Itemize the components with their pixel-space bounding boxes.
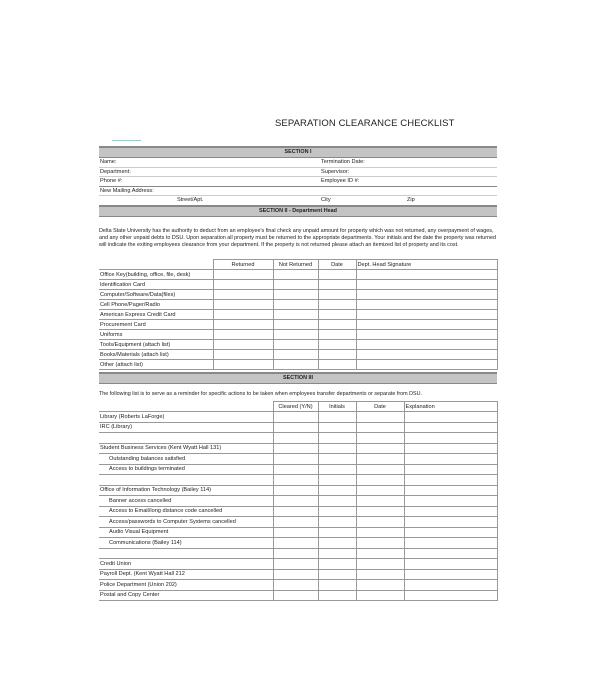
entry-cell[interactable] <box>318 360 356 370</box>
entry-cell[interactable] <box>356 412 404 423</box>
form-row <box>99 187 497 197</box>
entry-cell[interactable] <box>318 330 356 340</box>
clearance-table <box>99 401 498 601</box>
row-label: Uniforms <box>99 330 213 340</box>
entry-cell[interactable] <box>404 422 497 433</box>
entry-cell[interactable] <box>318 496 356 507</box>
document-title: SEPARATION CLEARANCE CHECKLIST <box>275 118 455 129</box>
row-label: Cell Phone/Pager/Radio <box>99 300 213 310</box>
entry-cell[interactable] <box>404 527 497 538</box>
row-label: Other (attach list) <box>99 360 213 370</box>
table-row <box>99 320 497 330</box>
table-row <box>99 580 497 591</box>
entry-cell[interactable] <box>404 517 497 528</box>
table-row <box>99 538 497 549</box>
table-row <box>99 454 497 465</box>
form-row <box>99 168 497 178</box>
termination-date-label: Termination Date: <box>321 159 365 165</box>
table-row <box>99 475 497 486</box>
row-label: Tools/Equipment (attach list) <box>99 340 213 350</box>
entry-cell[interactable] <box>318 506 356 517</box>
column-header: Initials <box>318 402 356 412</box>
table-row <box>99 527 497 538</box>
row-label: Identification Card <box>99 280 213 290</box>
row-label: Procurement Card <box>99 320 213 330</box>
row-label: Audio Visual Equipment <box>99 527 273 538</box>
table-row <box>99 350 497 360</box>
entry-cell[interactable] <box>356 475 404 486</box>
entry-cell[interactable] <box>356 280 497 290</box>
table-row <box>99 330 497 340</box>
column-header: Not Returned <box>273 260 318 270</box>
table-row <box>99 290 497 300</box>
entry-cell[interactable] <box>273 360 318 370</box>
form-row <box>99 158 497 168</box>
entry-cell[interactable] <box>356 300 497 310</box>
entry-cell[interactable] <box>356 590 404 601</box>
entry-cell[interactable] <box>318 412 356 423</box>
table-row <box>99 422 497 433</box>
row-label: Access to buildings terminated <box>99 464 273 475</box>
entry-cell[interactable] <box>213 280 273 290</box>
entry-cell[interactable] <box>318 527 356 538</box>
city-label: City <box>321 197 331 203</box>
entry-cell[interactable] <box>318 280 356 290</box>
entry-cell[interactable] <box>273 433 318 444</box>
entry-cell[interactable] <box>356 496 404 507</box>
entry-cell[interactable] <box>318 538 356 549</box>
entry-cell[interactable] <box>273 590 318 601</box>
entry-cell[interactable] <box>356 559 404 570</box>
entry-cell[interactable] <box>404 496 497 507</box>
property-table <box>99 259 498 370</box>
entry-cell[interactable] <box>273 270 318 280</box>
entry-cell[interactable] <box>213 310 273 320</box>
entry-cell[interactable] <box>318 300 356 310</box>
entry-cell[interactable] <box>404 548 497 559</box>
table-row <box>99 412 497 423</box>
entry-cell[interactable] <box>318 340 356 350</box>
name-label: Name: <box>100 159 117 165</box>
entry-cell[interactable] <box>273 580 318 591</box>
section-1 <box>99 146 497 217</box>
entry-cell[interactable] <box>318 559 356 570</box>
entry-cell[interactable] <box>213 330 273 340</box>
entry-cell[interactable] <box>404 475 497 486</box>
entry-cell[interactable] <box>356 464 404 475</box>
entry-cell[interactable] <box>273 443 318 454</box>
entry-cell[interactable] <box>213 290 273 300</box>
entry-cell[interactable] <box>318 485 356 496</box>
entry-cell[interactable] <box>318 517 356 528</box>
entry-cell[interactable] <box>356 422 404 433</box>
row-label: Payroll Dept. (Kent Wyatt Hall 212 <box>99 569 273 580</box>
entry-cell[interactable] <box>356 290 497 300</box>
entry-cell[interactable] <box>273 548 318 559</box>
entry-cell[interactable] <box>273 454 318 465</box>
entry-cell[interactable] <box>213 360 273 370</box>
department-label: Department: <box>100 168 131 175</box>
row-label: Credit Union <box>99 559 273 570</box>
row-label: Books/Materials (attach list) <box>99 350 213 360</box>
entry-cell[interactable] <box>404 538 497 549</box>
entry-cell[interactable] <box>273 280 318 290</box>
row-label <box>99 475 273 486</box>
entry-cell[interactable] <box>273 527 318 538</box>
table-row <box>99 506 497 517</box>
table-row <box>99 485 497 496</box>
street-label: Street/Apt. <box>177 197 204 203</box>
entry-cell[interactable] <box>356 310 497 320</box>
entry-cell[interactable] <box>404 569 497 580</box>
entry-cell[interactable] <box>404 580 497 591</box>
section-3-intro: The following list is to serve as a reminder for specific actions to be taken when employees transfer departments or separate from DSU. <box>99 391 422 397</box>
entry-cell[interactable] <box>273 475 318 486</box>
row-label: Banner access cancelled <box>99 496 273 507</box>
entry-cell[interactable] <box>404 590 497 601</box>
table-row <box>99 464 497 475</box>
row-label: Office of Information Technology (Bailey 114) <box>99 485 273 496</box>
table-row <box>99 270 497 280</box>
entry-cell[interactable] <box>273 485 318 496</box>
entry-cell[interactable] <box>356 350 497 360</box>
entry-cell[interactable] <box>356 360 497 370</box>
section-3 <box>99 372 497 384</box>
employee-id-label: Employee ID #: <box>321 178 360 184</box>
entry-cell[interactable] <box>273 350 318 360</box>
entry-cell[interactable] <box>356 548 404 559</box>
table-row <box>99 360 497 370</box>
table-row <box>99 559 497 570</box>
mailing-address-label: New Mailing Address: <box>100 187 154 194</box>
row-label: Access/passwords to Computer Systems cancelled <box>99 517 273 528</box>
row-label: Computer/Software/Data(files) <box>99 290 213 300</box>
entry-cell[interactable] <box>318 454 356 465</box>
table-header-row <box>99 260 497 270</box>
entry-cell[interactable] <box>356 330 497 340</box>
table-row <box>99 300 497 310</box>
row-label: Communications (Bailey 114) <box>99 538 273 549</box>
entry-cell[interactable] <box>273 464 318 475</box>
entry-cell[interactable] <box>404 433 497 444</box>
entry-cell[interactable] <box>318 580 356 591</box>
row-label: Postal and Copy Center <box>99 590 273 601</box>
column-header: Date <box>318 260 356 270</box>
entry-cell[interactable] <box>273 559 318 570</box>
entry-cell[interactable] <box>318 464 356 475</box>
entry-cell[interactable] <box>356 454 404 465</box>
entry-cell[interactable] <box>213 320 273 330</box>
entry-cell[interactable] <box>318 548 356 559</box>
row-label: Library (Roberts LaForge) <box>99 412 273 423</box>
entry-cell[interactable] <box>273 506 318 517</box>
row-label: Office Key(building, office, file, desk) <box>99 270 213 280</box>
entry-cell[interactable] <box>356 527 404 538</box>
entry-cell[interactable] <box>273 496 318 507</box>
entry-cell[interactable] <box>273 569 318 580</box>
row-label <box>99 433 273 444</box>
entry-cell[interactable] <box>404 443 497 454</box>
table-row <box>99 590 497 601</box>
entry-cell[interactable] <box>213 270 273 280</box>
supervisor-label: Supervisor: <box>321 168 350 175</box>
entry-cell[interactable] <box>318 443 356 454</box>
column-header: Cleared (Y/N) <box>273 402 318 412</box>
decorative-line <box>112 140 141 141</box>
zip-label: Zip <box>407 197 415 203</box>
row-label: IRC (Library) <box>99 422 273 433</box>
section-2-paragraph: Delta State University has the authority to deduct from an employee's final check any unpaid amount for property which was not returned, any overpayment of wages, and any other unpaid debts to DSU. Upon separation all property must be returned to the appropriate departments. Your initials and the date the property was returned will indicate the exiting employees clearance from your department. If the property is not returned please attach an itemized list of property and its cost. <box>99 228 497 248</box>
entry-cell[interactable] <box>404 506 497 517</box>
column-header: Dept. Head Signature <box>356 260 497 270</box>
table-row <box>99 496 497 507</box>
table-row <box>99 310 497 320</box>
row-label: Police Department (Union 202) <box>99 580 273 591</box>
table-row <box>99 569 497 580</box>
entry-cell[interactable] <box>318 310 356 320</box>
entry-cell[interactable] <box>273 340 318 350</box>
entry-cell[interactable] <box>318 475 356 486</box>
row-label: American Express Credit Card <box>99 310 213 320</box>
entry-cell[interactable] <box>318 433 356 444</box>
section-3-header: SECTION III <box>99 372 497 384</box>
phone-label: Phone #: <box>100 178 123 184</box>
form-row <box>99 196 497 205</box>
row-label <box>99 548 273 559</box>
entry-cell[interactable] <box>356 433 404 444</box>
entry-cell[interactable] <box>356 569 404 580</box>
column-header: Date <box>356 402 404 412</box>
entry-cell[interactable] <box>404 559 497 570</box>
column-header: Returned <box>213 260 273 270</box>
entry-cell[interactable] <box>404 454 497 465</box>
entry-cell[interactable] <box>356 517 404 528</box>
table-row <box>99 433 497 444</box>
entry-cell[interactable] <box>404 464 497 475</box>
entry-cell[interactable] <box>273 422 318 433</box>
entry-cell[interactable] <box>318 270 356 280</box>
entry-cell[interactable] <box>213 350 273 360</box>
entry-cell[interactable] <box>273 517 318 528</box>
table-row <box>99 340 497 350</box>
entry-cell[interactable] <box>213 300 273 310</box>
entry-cell[interactable] <box>318 569 356 580</box>
entry-cell[interactable] <box>318 320 356 330</box>
entry-cell[interactable] <box>273 290 318 300</box>
table-row <box>99 548 497 559</box>
entry-cell[interactable] <box>356 270 497 280</box>
entry-cell[interactable] <box>273 300 318 310</box>
entry-cell[interactable] <box>318 290 356 300</box>
entry-cell[interactable] <box>213 340 273 350</box>
table-row <box>99 517 497 528</box>
entry-cell[interactable] <box>273 412 318 423</box>
entry-cell[interactable] <box>318 422 356 433</box>
entry-cell[interactable] <box>356 320 497 330</box>
section-1-header: SECTION I <box>99 146 497 158</box>
table-row <box>99 280 497 290</box>
entry-cell[interactable] <box>318 590 356 601</box>
entry-cell[interactable] <box>318 350 356 360</box>
entry-cell[interactable] <box>356 538 404 549</box>
entry-cell[interactable] <box>356 340 497 350</box>
entry-cell[interactable] <box>404 485 497 496</box>
row-label: Student Business Services (Kent Wyatt Hall 131) <box>99 443 273 454</box>
entry-cell[interactable] <box>273 538 318 549</box>
entry-cell[interactable] <box>356 485 404 496</box>
section-2-header: SECTION II - Department Head <box>99 205 497 217</box>
entry-cell[interactable] <box>356 506 404 517</box>
entry-cell[interactable] <box>356 580 404 591</box>
column-header: Explanation <box>404 402 497 412</box>
entry-cell[interactable] <box>273 320 318 330</box>
entry-cell[interactable] <box>273 310 318 320</box>
table-header-row <box>99 402 497 412</box>
table-row <box>99 443 497 454</box>
entry-cell[interactable] <box>356 443 404 454</box>
entry-cell[interactable] <box>273 330 318 340</box>
entry-cell[interactable] <box>404 412 497 423</box>
form-row <box>99 177 497 187</box>
row-label: Access to Email/long distance code cancelled <box>99 506 273 517</box>
row-label: Outstanding balances satisfied <box>99 454 273 465</box>
